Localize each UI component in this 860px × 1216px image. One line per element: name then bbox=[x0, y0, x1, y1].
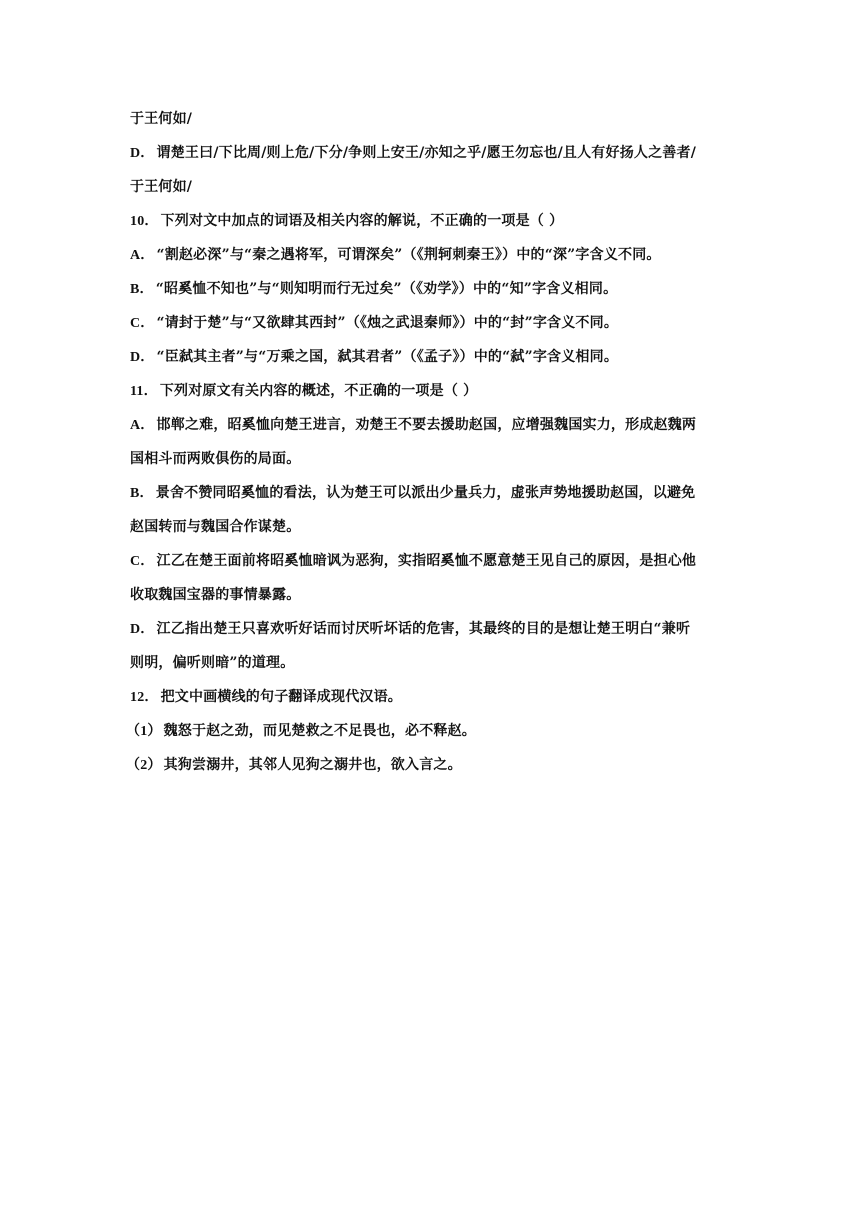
text-line bbox=[130, 578, 740, 612]
option-label: D． bbox=[130, 146, 155, 161]
question-10 bbox=[130, 204, 740, 238]
option-label: C． bbox=[130, 554, 155, 569]
question-text: 下列对原文有关内容的概述，不正确的一项是（ ） bbox=[159, 383, 478, 399]
question-11 bbox=[130, 374, 740, 408]
subquestion-text: 魏怒于赵之劲，而见楚救之不足畏也，必不释赵。 bbox=[163, 723, 477, 739]
option-c bbox=[130, 544, 740, 578]
option-label: A． bbox=[130, 248, 155, 263]
option-b bbox=[130, 476, 740, 510]
option-text: 江乙指出楚王只喜欢听好话而讨厌听坏话的危害，其最终的目的是想让楚王明白“兼听 bbox=[156, 621, 691, 637]
option-text: “昭奚恤不知也”与“则知明而行无过矣”（《劝学》）中的“知”字含义相同。 bbox=[155, 281, 618, 297]
question-text: 下列对文中加点的词语及相关内容的解说，不正确的一项是（ ） bbox=[160, 213, 564, 229]
question-number: 12． bbox=[130, 690, 159, 705]
option-label: D． bbox=[130, 622, 155, 637]
option-label: B． bbox=[130, 282, 154, 297]
subquestion-label: （2） bbox=[126, 758, 162, 773]
line-text: 于王何如/ bbox=[130, 111, 193, 127]
line-text: 于王何如/ bbox=[130, 179, 193, 195]
subquestion-2 bbox=[126, 748, 740, 782]
text-line bbox=[130, 510, 740, 544]
option-text: “割赵必深”与“秦之遇将军，可谓深矣”（《荆轲刺秦王》）中的“深”字含义不同。 bbox=[156, 247, 661, 263]
option-label: D． bbox=[130, 350, 155, 365]
option-d bbox=[130, 340, 740, 374]
question-number: 10． bbox=[130, 214, 159, 229]
option-a bbox=[130, 238, 740, 272]
question-text: 把文中画横线的句子翻译成现代汉语。 bbox=[160, 689, 403, 705]
line-text: 国相斗而两败俱伤的局面。 bbox=[130, 451, 301, 467]
text-line bbox=[130, 102, 740, 136]
option-d bbox=[130, 612, 740, 646]
option-text: 景舍不赞同昭奚恤的看法，认为楚王可以派出少量兵力，虚张声势地援助赵国，以避免 bbox=[155, 485, 696, 501]
option-label: B． bbox=[130, 486, 154, 501]
text-line bbox=[130, 646, 740, 680]
option-a bbox=[130, 408, 740, 442]
option-text: “臣弑其主者”与“万乘之国，弑其君者”（《孟子》）中的“弑”字含义相同。 bbox=[156, 349, 619, 365]
line-text: 收取魏国宝器的事情暴露。 bbox=[130, 587, 301, 603]
subquestion-1 bbox=[126, 714, 740, 748]
text-line bbox=[130, 170, 740, 204]
text-line bbox=[130, 442, 740, 476]
question-12 bbox=[130, 680, 740, 714]
question-number: 11． bbox=[130, 384, 158, 399]
option-text: 江乙在楚王面前将昭奚恤暗讽为恶狗，实指昭奚恤不愿意楚王见自己的原因，是担心他 bbox=[156, 553, 697, 569]
subquestion-label: （1） bbox=[126, 724, 162, 739]
document-body bbox=[126, 102, 740, 782]
option-d bbox=[130, 136, 740, 170]
line-text: 赵国转而与魏国合作谋楚。 bbox=[130, 519, 301, 535]
option-label: A． bbox=[130, 418, 155, 433]
option-label: C． bbox=[130, 316, 155, 331]
option-text: “请封于楚”与“又欲肆其西封”（《烛之武退秦师》）中的“封”字含义不同。 bbox=[156, 315, 619, 331]
option-text: 谓楚王曰/下比周/则上危/下分/争则上安王/亦知之乎/愿王勿忘也/且人有好扬人之善者/ bbox=[156, 145, 697, 161]
option-c bbox=[130, 306, 740, 340]
option-b bbox=[130, 272, 740, 306]
option-text: 邯郸之难，昭奚恤向楚王进言，劝楚王不要去援助赵国，应增强魏国实力，形成赵魏两 bbox=[156, 417, 697, 433]
subquestion-text: 其狗尝溺井，其邻人见狗之溺井也，欲入言之。 bbox=[163, 757, 462, 773]
line-text: 则明，偏听则暗”的道理。 bbox=[130, 655, 295, 671]
